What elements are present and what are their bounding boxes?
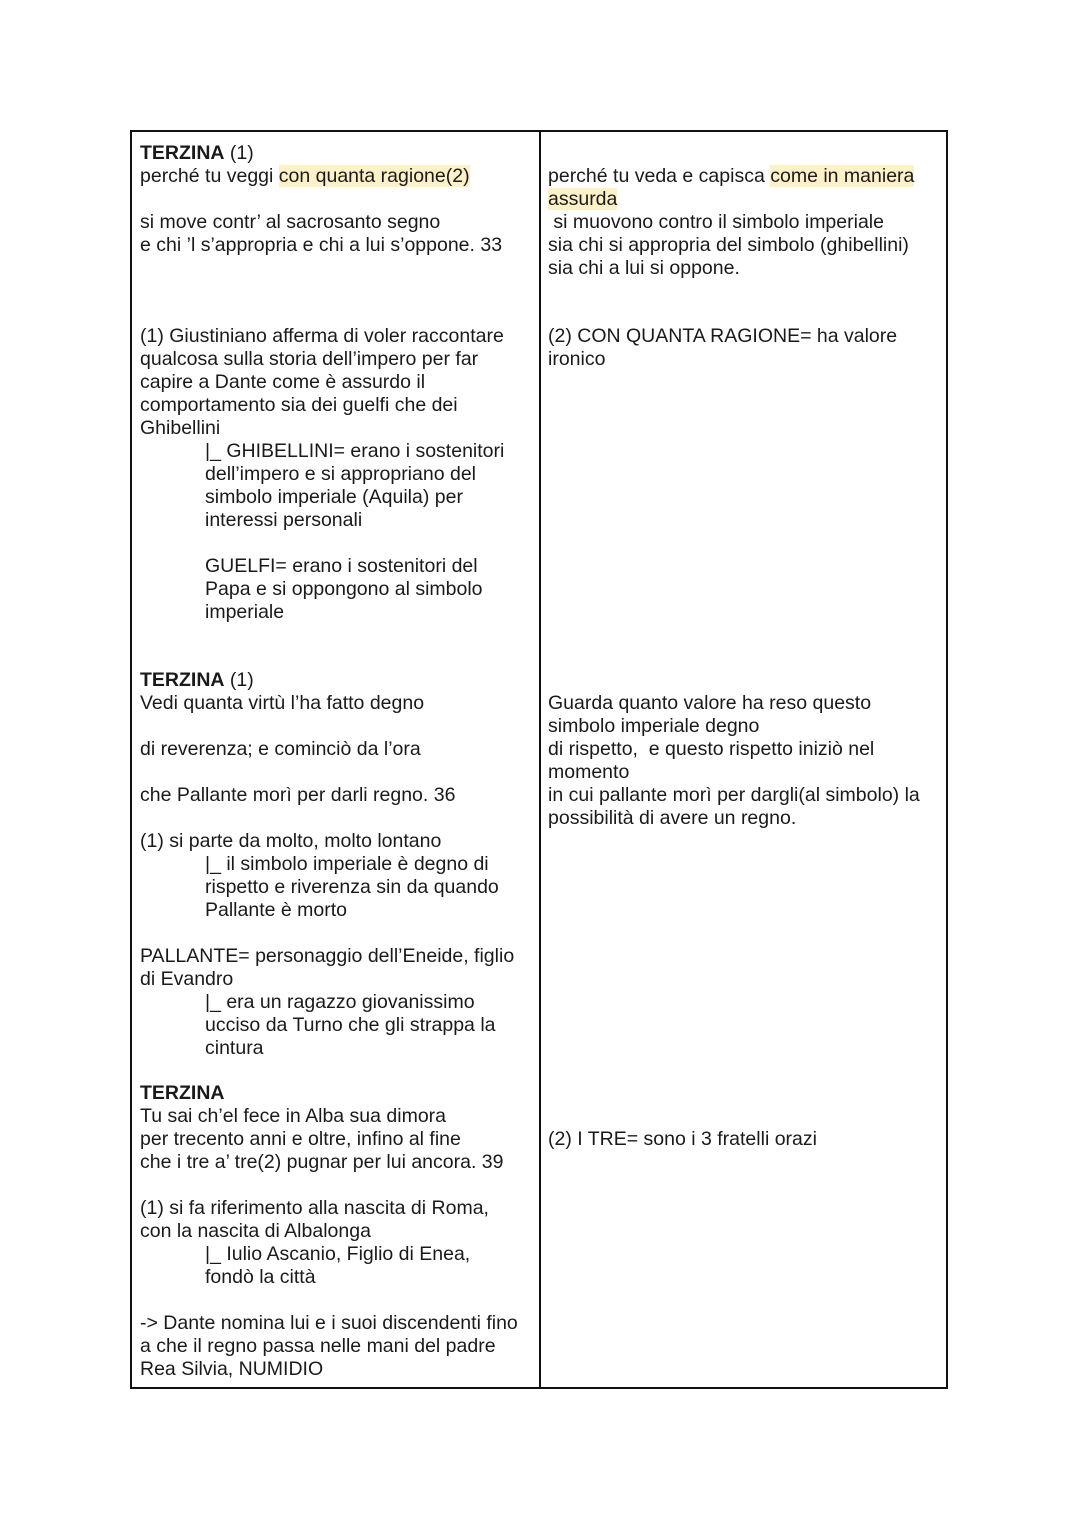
note-line: con la nascita di Albalonga	[140, 1220, 371, 1242]
notes-table	[130, 130, 948, 1389]
verse-line: per trecento anni e oltre, infino al fine	[140, 1128, 461, 1150]
subnote-line: dell’impero e si appropriano del	[205, 463, 476, 485]
verse-line: di reverenza; e cominciò da l’ora	[140, 738, 421, 760]
verse-line: che Pallante morì per darli regno. 36	[140, 784, 456, 806]
subnote-line: imperiale	[205, 601, 285, 623]
note-line: Ghibellini	[140, 417, 221, 439]
subnote-line: |_ il simbolo imperiale è degno di	[205, 853, 489, 875]
paraphrase-line: momento	[548, 761, 630, 783]
verse-line	[140, 165, 470, 188]
terzina-heading-33	[140, 142, 254, 165]
subnote-line: Pallante è morto	[205, 899, 347, 921]
paraphrase-line: si muovono contro il simbolo imperiale	[548, 211, 884, 233]
subnote-line: cintura	[205, 1037, 264, 1059]
paraphrase-text: perché tu veda e capisca	[548, 165, 771, 187]
terzina-label: TERZINA	[140, 1082, 225, 1104]
note-line: (1) si fa riferimento alla nascita di Roma,	[140, 1197, 489, 1219]
note-line: (2) CON QUANTA RAGIONE= ha valore	[548, 325, 898, 347]
paraphrase-line	[548, 188, 617, 211]
paraphrase-line: sia chi a lui si oppone.	[548, 257, 740, 279]
subnote-line: |_ Iulio Ascanio, Figlio di Enea,	[205, 1243, 471, 1265]
subnote-line: GUELFI= erano i sostenitori del	[205, 555, 478, 577]
note-line: -> Dante nomina lui e i suoi discendenti fino	[140, 1312, 518, 1334]
subnote-line: Papa e si oppongono al simbolo	[205, 578, 483, 600]
verse-line: si move contr’ al sacrosanto segno	[140, 211, 441, 233]
verse-line: Tu sai ch’el fece in Alba sua dimora	[140, 1105, 447, 1127]
terzina-label: TERZINA	[140, 142, 225, 164]
subnote-line: |_ GHIBELLINI= erano i sostenitori	[205, 440, 505, 462]
terzina-label: TERZINA	[140, 669, 225, 691]
note-line: ironico	[548, 348, 606, 370]
note-line: qualcosa sulla storia dell’impero per far	[140, 348, 479, 370]
verse-line: che i tre a’ tre(2) pugnar per lui ancora. 39	[140, 1151, 504, 1173]
subnote-line: ucciso da Turno che gli strappa la	[205, 1014, 496, 1036]
highlighted-text: con quanta ragione(2)	[278, 165, 470, 187]
paraphrase-line: sia chi si appropria del simbolo (ghibellini)	[548, 234, 909, 256]
footnote-ref: (1)	[224, 669, 254, 691]
subnote-line: interessi personali	[205, 509, 363, 531]
verse-text: perché tu veggi	[140, 165, 279, 187]
column-divider	[539, 132, 541, 1387]
paraphrase-line: di rispetto, e questo rispetto iniziò nel	[548, 738, 875, 760]
note-line: Rea Silvia, NUMIDIO	[140, 1358, 324, 1380]
paraphrase-line: Guarda quanto valore ha reso questo	[548, 692, 872, 714]
paraphrase-line: simbolo imperiale degno	[548, 715, 760, 737]
note-line: a che il regno passa nelle mani del padre	[140, 1335, 496, 1357]
subnote-line: fondò la città	[205, 1266, 316, 1288]
note-line: (1) si parte da molto, molto lontano	[140, 830, 442, 852]
paraphrase-line	[548, 165, 914, 188]
note-line: PALLANTE= personaggio dell’Eneide, figlio	[140, 945, 515, 967]
footnote-ref: (1)	[224, 142, 254, 164]
highlighted-text: come in maniera	[770, 165, 915, 187]
subnote-line: rispetto e riverenza sin da quando	[205, 876, 499, 898]
note-line: di Evandro	[140, 968, 234, 990]
subnote-line: simbolo imperiale (Aquila) per	[205, 486, 463, 508]
terzina-heading-39	[140, 1082, 225, 1105]
note-line: (2) I TRE= sono i 3 fratelli orazi	[548, 1128, 817, 1150]
note-line: comportamento sia dei guelfi che dei	[140, 394, 458, 416]
highlighted-text: assurda	[548, 188, 618, 210]
terzina-heading-36	[140, 669, 254, 692]
subnote-line: |_ era un ragazzo giovanissimo	[205, 991, 475, 1013]
note-line: (1) Giustiniano afferma di voler raccontare	[140, 325, 504, 347]
paraphrase-line: in cui pallante morì per dargli(al simbolo) la	[548, 784, 920, 806]
paraphrase-line: possibilità di avere un regno.	[548, 807, 797, 829]
note-line: capire a Dante come è assurdo il	[140, 371, 426, 393]
verse-line: Vedi quanta virtù l’ha fatto degno	[140, 692, 425, 714]
verse-line: e chi ’l s’appropria e chi a lui s’oppone. 33	[140, 234, 503, 256]
